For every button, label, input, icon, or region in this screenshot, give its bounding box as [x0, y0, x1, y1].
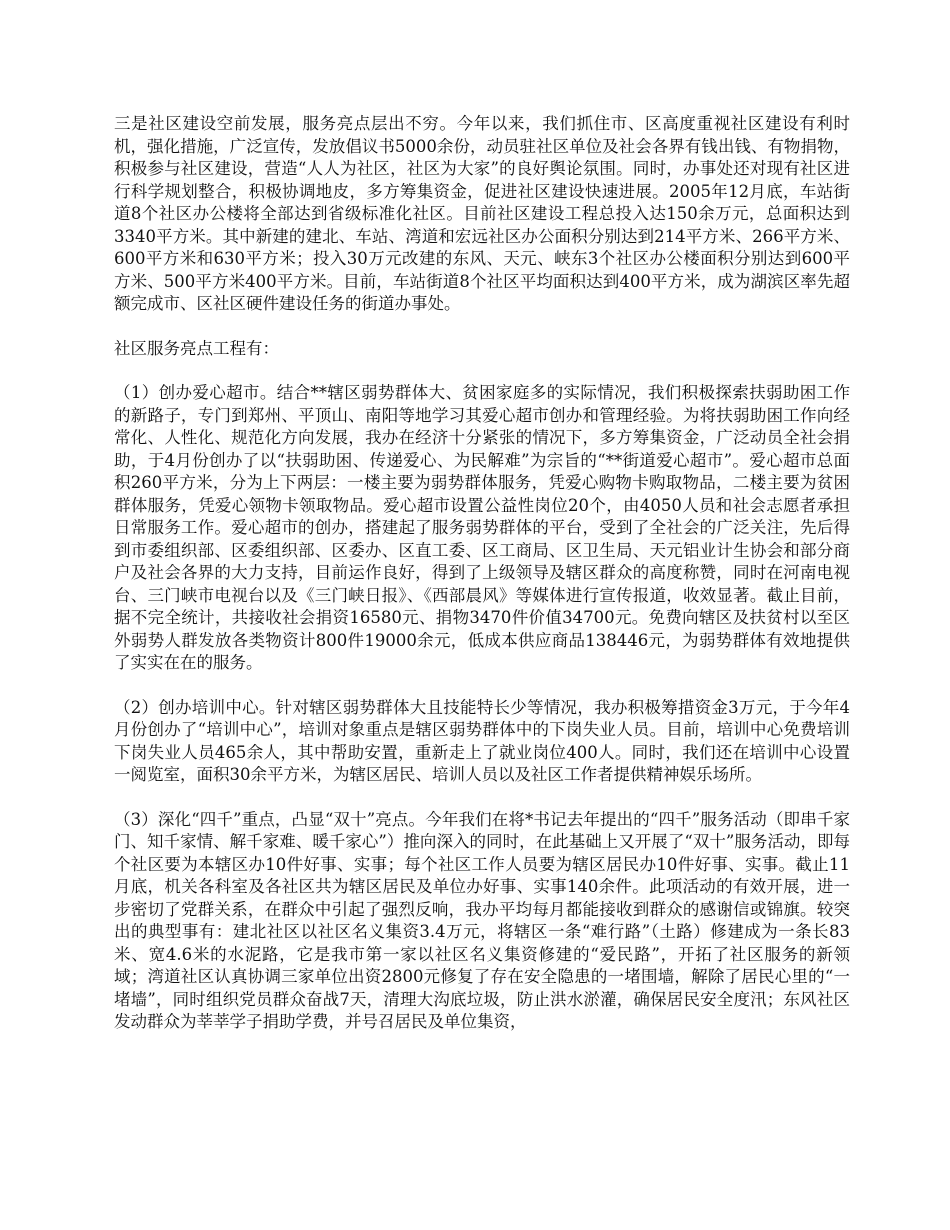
paragraph-community-construction: 三是社区建设空前发展，服务亮点层出不穷。今年以来，我们抓住市、区高度重视社区建设有利时机，强化措施，广泛宣传，发放倡议书5000余份，动员驻社区单位及社会各界有钱出钱、有物捐物，积极参与社区建设，营造“人人为社区，社区为大家”的良好舆论氛围。同时，办事处还对现有社区进行科学规划整合，积极协调地皮，多方筹集资金，促进社区建设快速进展。2005年12月底，车站街道8个社区办公楼将全部达到省级标准化社区。目前社区建设工程总投入达150余万元，总面积达到3340平方米。其中新建的建北、车站、湾道和宏远社区办公面积分别达到214平方米、266平方米、600平方米和630平方米；投入30万元改建的东风、天元、峡东3个社区办公楼面积分别达到600平方米、500平方米400平方米。目前，车站街道8个社区平均面积达到400平方米，成为湖滨区率先超额完成市、区社区硬件建设任务的街道办事处。 [114, 114, 850, 313]
paragraph-highlight-projects-heading: 社区服务亮点工程有： [114, 338, 279, 358]
paragraph-four-thousand-double-ten: （3）深化“四千”重点，凸显“双十”亮点。今年我们在将*书记去年提出的“四千”服务活动（即串千家门、知千家情、解千家难、暖千家心”）推向深入的同时，在此基础上又开展了“双十”服务活动，即每个社区要为本辖区办10件好事、实事；每个社区工作人员要为辖区居民办10件好事、实事。截止11月底，机关各科室及各社区共为辖区居民及单位办好事、实事140余件。此项活动的有效开展，进一步密切了党群关系，在群众中引起了强烈反响，我办平均每月都能接收到群众的感谢信或锦旗。较突出的典型事有：建北社区以社区名义集资3.4万元，将辖区一条“难行路”（土路）修建成为一条长83米、宽4.6米的水泥路，它是我市第一家以社区名义集资修建的“爱民路”，开拓了社区服务的新领域；湾道社区认真协调三家单位出资2800元修复了存在安全隐患的一堵围墙，解除了居民心里的“一堵墙”，同时组织党员群众奋战7天，清理大沟底垃圾，防止洪水淤灌，确保居民安全度汛；东风社区发动群众为莘莘学子捐助学费，并号召居民及单位集资， [114, 809, 850, 1031]
paragraph-love-supermarket: （1）创办爱心超市。结合**辖区弱势群体大、贫困家庭多的实际情况，我们积极探索扶弱助困工作的新路子，专门到郑州、平顶山、南阳等地学习其爱心超市创办和管理经验。为将扶弱助困工作向经常化、人性化、规范化方向发展，我办在经济十分紧张的情况下，多方筹集资金，广泛动员全社会捐助，于4月份创办了以“扶弱助困、传递爱心、为民解难”为宗旨的“**街道爱心超市”。爱心超市总面积260平方米，分为上下两层：一楼主要为弱势群体服务，凭爱心购物卡购取物品，二楼主要为贫困群体服务，凭爱心领物卡领取物品。爱心超市设置公益性岗位20个，由4050人员和社会志愿者承担日常服务工作。爱心超市的创办，搭建起了服务弱势群体的平台，受到了全社会的广泛关注，先后得到市委组织部、区委组织部、区委办、区直工委、区工商局、区卫生局、天元铝业计生协会和部分商户及社会各界的大力支持，目前运作良好，得到了上级领导及辖区群众的高度称赞，同时在河南电视台、三门峡市电视台以及《三门峡日报》、《西部晨风》等媒体进行宣传报道，收效显著。截止目前，据不完全统计，共接收社会捐资16580元、捐物3470件价值34700元。免费向辖区及扶贫村以至区外弱势人群发放各类物资计800件19000余元，低成本供应商品138446元，为弱势群体有效地提供了实实在在的服务。 [114, 383, 850, 672]
paragraph-training-center: （2）创办培训中心。针对辖区弱势群体大且技能特长少等情况，我办积极筹措资金3万元，于今年4月份创办了“培训中心”，培训对象重点是辖区弱势群体中的下岗失业人员。目前，培训中心免费培训下岗失业人员465余人，其中帮助安置，重新走上了就业岗位400人。同时，我们还在培训中心设置一阅览室，面积30余平方米，为辖区居民、培训人员以及社区工作者提供精神娱乐场所。 [114, 697, 850, 784]
document-body [114, 113, 850, 1056]
